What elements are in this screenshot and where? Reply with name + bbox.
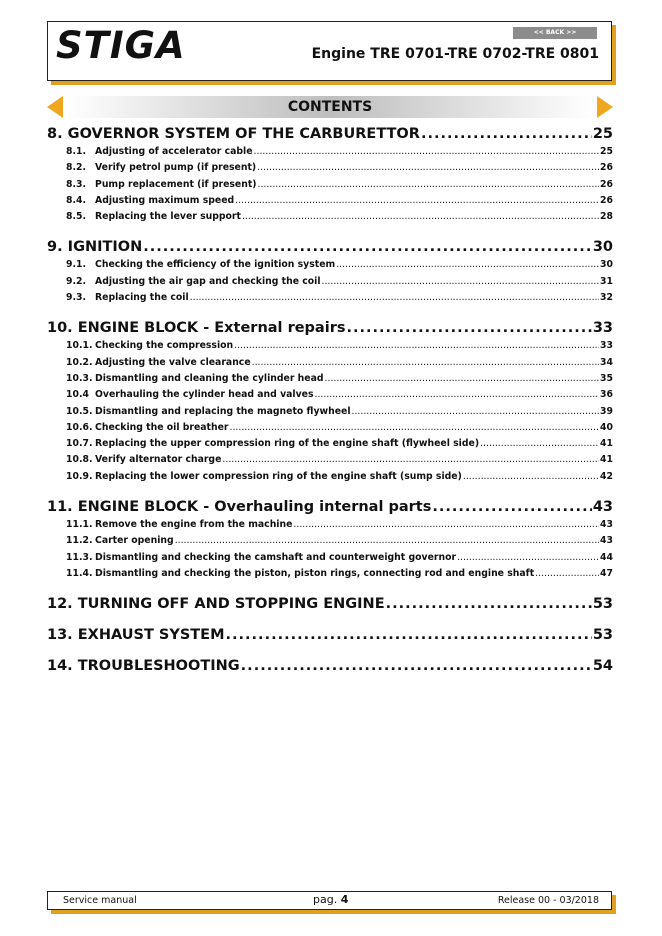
dot-leader <box>346 318 591 338</box>
dot-leader <box>386 594 592 614</box>
dot-leader <box>241 656 592 676</box>
dot-leader <box>254 144 600 160</box>
chapter-page: 33 <box>592 320 613 337</box>
dot-leader <box>226 625 592 645</box>
toc-chapter[interactable] <box>47 124 613 144</box>
toc-section[interactable] <box>47 144 613 160</box>
section-number: 8.3. <box>66 178 87 190</box>
chapter-gap <box>47 225 613 237</box>
section-number: 8.1. <box>66 146 87 157</box>
toc-section[interactable] <box>47 209 613 225</box>
section-number: 11.3. <box>66 551 93 563</box>
document-title: Engine TRE 0701-TRE 0702-TRE 0801 <box>311 46 599 62</box>
section-title: Checking the compression <box>95 340 234 352</box>
section-title: Replacing the lever support <box>95 211 241 223</box>
section-title: Replacing the coil <box>95 292 189 304</box>
section-page: 26 <box>600 194 613 206</box>
dot-leader <box>190 290 599 306</box>
section-page: 44 <box>600 551 613 563</box>
section-title: Remove the engine from the machine <box>95 519 293 531</box>
dot-leader <box>175 533 599 549</box>
section-title: Dismantling and replacing the magneto flywheel <box>95 405 351 417</box>
toc-chapter[interactable] <box>47 594 613 614</box>
dot-leader <box>432 497 591 517</box>
toc-section[interactable] <box>47 452 613 468</box>
chapter-page: 43 <box>592 499 613 516</box>
section-page: 47 <box>600 567 613 579</box>
section-number: 10.5. <box>66 405 93 417</box>
dot-leader <box>242 209 599 225</box>
toc-chapter[interactable] <box>47 318 613 338</box>
dot-leader <box>480 436 599 452</box>
dot-leader <box>336 257 599 273</box>
section-page: 25 <box>600 146 613 157</box>
section-page: 39 <box>600 405 613 417</box>
chapter-number: 13. <box>47 627 73 644</box>
section-number: 9.2. <box>66 275 87 287</box>
chapter-title: ENGINE BLOCK - Overhauling internal parts <box>77 499 432 516</box>
chapter-title: TROUBLESHOOTING <box>77 658 240 675</box>
section-number: 10.8. <box>66 454 93 466</box>
toc-section[interactable] <box>47 290 613 306</box>
chapter-page: 53 <box>592 596 613 613</box>
section-number: 10.1. <box>66 340 93 352</box>
page-header <box>47 21 612 81</box>
toc-section[interactable] <box>47 160 613 176</box>
toc-section[interactable] <box>47 387 613 403</box>
footer-page-number: 4 <box>340 893 349 906</box>
toc-chapter[interactable] <box>47 656 613 676</box>
section-title: Dismantling and checking the camshaft and counterweight governor <box>95 551 457 563</box>
section-number: 10.9. <box>66 470 93 482</box>
footer-page-label: pag. <box>313 893 338 906</box>
chapter-gap <box>47 614 613 625</box>
chapter-gap <box>47 306 613 318</box>
chapter-gap <box>47 645 613 656</box>
toc-chapter[interactable] <box>47 237 613 257</box>
chapter-number: 12. <box>47 596 73 613</box>
chapter-page: 30 <box>592 239 613 256</box>
toc-section[interactable] <box>47 371 613 387</box>
section-page: 36 <box>600 389 613 401</box>
dot-leader <box>257 160 599 176</box>
section-number: 11.2. <box>66 535 93 547</box>
toc-section[interactable] <box>47 517 613 533</box>
toc-section[interactable] <box>47 257 613 273</box>
contents-bar <box>47 96 613 118</box>
toc-section[interactable] <box>47 566 613 582</box>
svg-text:STIGA: STIGA <box>56 27 186 63</box>
section-title: Adjusting the air gap and checking the coil <box>95 275 321 287</box>
section-page: 26 <box>600 178 613 190</box>
toc-section[interactable] <box>47 274 613 290</box>
section-title: Pump replacement (if present) <box>95 178 257 190</box>
section-number: 11.4. <box>66 567 93 579</box>
chapter-number: 10. <box>47 320 73 337</box>
section-title: Checking the oil breather <box>95 421 229 433</box>
chapter-title: TURNING OFF AND STOPPING ENGINE <box>77 596 385 613</box>
section-number: 9.3. <box>66 292 87 304</box>
dot-leader <box>143 237 592 257</box>
section-title: Overhauling the cylinder head and valves <box>95 389 314 401</box>
stiga-logo <box>56 27 206 63</box>
dot-leader <box>315 387 600 403</box>
section-title: Dismantling and checking the piston, piston rings, connecting rod and engine shaft <box>95 567 535 579</box>
section-title: Verify alternator charge <box>95 454 222 466</box>
dot-leader <box>234 338 599 354</box>
dot-leader <box>322 274 600 290</box>
toc-section[interactable] <box>47 355 613 371</box>
toc-section[interactable] <box>47 404 613 420</box>
chapter-gap <box>47 582 613 594</box>
dot-leader <box>352 404 600 420</box>
section-number: 9.1. <box>66 259 87 271</box>
section-page: 41 <box>600 454 613 466</box>
section-number: 10.3. <box>66 372 93 384</box>
page-footer <box>47 891 612 910</box>
dot-leader <box>222 452 599 468</box>
toc-section[interactable] <box>47 338 613 354</box>
section-page: 26 <box>600 162 613 174</box>
section-title: Adjusting the valve clearance <box>95 356 251 368</box>
toc-section[interactable] <box>47 193 613 209</box>
section-page: 33 <box>600 340 613 352</box>
triangle-right-icon[interactable] <box>597 96 613 118</box>
section-page: 42 <box>600 470 613 482</box>
section-number: 11.1. <box>66 519 93 531</box>
dot-leader <box>258 177 600 193</box>
toc-chapter[interactable] <box>47 497 613 517</box>
section-title: Adjusting of accelerator cable <box>95 146 253 157</box>
toc-section[interactable] <box>47 469 613 485</box>
dot-leader <box>463 469 599 485</box>
section-page: 40 <box>600 421 613 433</box>
chapter-title: EXHAUST SYSTEM <box>77 627 225 644</box>
dot-leader <box>293 517 599 533</box>
section-title: Carter opening <box>95 535 174 547</box>
chapter-number: 8. <box>47 126 63 142</box>
toc-chapter[interactable] <box>47 625 613 645</box>
toc-section[interactable] <box>47 533 613 549</box>
section-number: 8.2. <box>66 162 87 174</box>
dot-leader <box>421 124 592 144</box>
section-page: 30 <box>600 259 613 271</box>
chapter-number: 14. <box>47 658 73 675</box>
chapter-number: 11. <box>47 499 73 516</box>
section-title: Dismantling and cleaning the cylinder head <box>95 372 324 384</box>
chapter-gap <box>47 485 613 497</box>
section-number: 8.4. <box>66 194 87 206</box>
contents-title: CONTENTS <box>287 99 373 115</box>
section-page: 41 <box>600 438 613 450</box>
chapter-title: ENGINE BLOCK - External repairs <box>77 320 346 337</box>
section-page: 32 <box>600 292 613 304</box>
section-title: Replacing the upper compression ring of the engine shaft (flywheel side) <box>95 438 480 450</box>
section-page: 35 <box>600 372 613 384</box>
dot-leader <box>457 550 599 566</box>
dot-leader <box>252 355 599 371</box>
section-title: Adjusting maximum speed <box>95 194 235 206</box>
section-number: 10.2. <box>66 356 93 368</box>
toc-section[interactable] <box>47 420 613 436</box>
footer-release: Release 00 - 03/2018 <box>497 895 599 906</box>
chapter-page: 54 <box>592 658 613 675</box>
chapter-title: IGNITION <box>67 239 143 256</box>
section-number: 10.7. <box>66 438 93 450</box>
footer-page <box>313 893 348 906</box>
section-page: 28 <box>600 211 613 223</box>
back-button[interactable]: << BACK >> <box>513 27 597 39</box>
section-number: 10.6. <box>66 421 93 433</box>
footer-manual-label: Service manual <box>63 895 137 906</box>
section-page: 43 <box>600 519 613 531</box>
section-page: 31 <box>600 275 613 287</box>
chapter-page: 25 <box>592 126 613 142</box>
section-page: 43 <box>600 535 613 547</box>
toc-section[interactable] <box>47 436 613 452</box>
section-number: 10.4 <box>66 389 89 401</box>
table-of-contents <box>47 124 613 676</box>
toc-section[interactable] <box>47 177 613 193</box>
chapter-page: 53 <box>592 627 613 644</box>
section-number: 8.5. <box>66 211 87 223</box>
toc-section[interactable] <box>47 550 613 566</box>
chapter-number: 9. <box>47 239 63 256</box>
dot-leader <box>230 420 600 436</box>
section-page: 34 <box>600 356 613 368</box>
dot-leader <box>535 566 599 582</box>
section-title: Replacing the lower compression ring of the engine shaft (sump side) <box>95 470 462 482</box>
chapter-title: GOVERNOR SYSTEM OF THE CARBURETTOR <box>67 126 420 142</box>
dot-leader <box>325 371 600 387</box>
dot-leader <box>235 193 599 209</box>
section-title: Checking the efficiency of the ignition system <box>95 259 336 271</box>
section-title: Verify petrol pump (if present) <box>95 162 257 174</box>
